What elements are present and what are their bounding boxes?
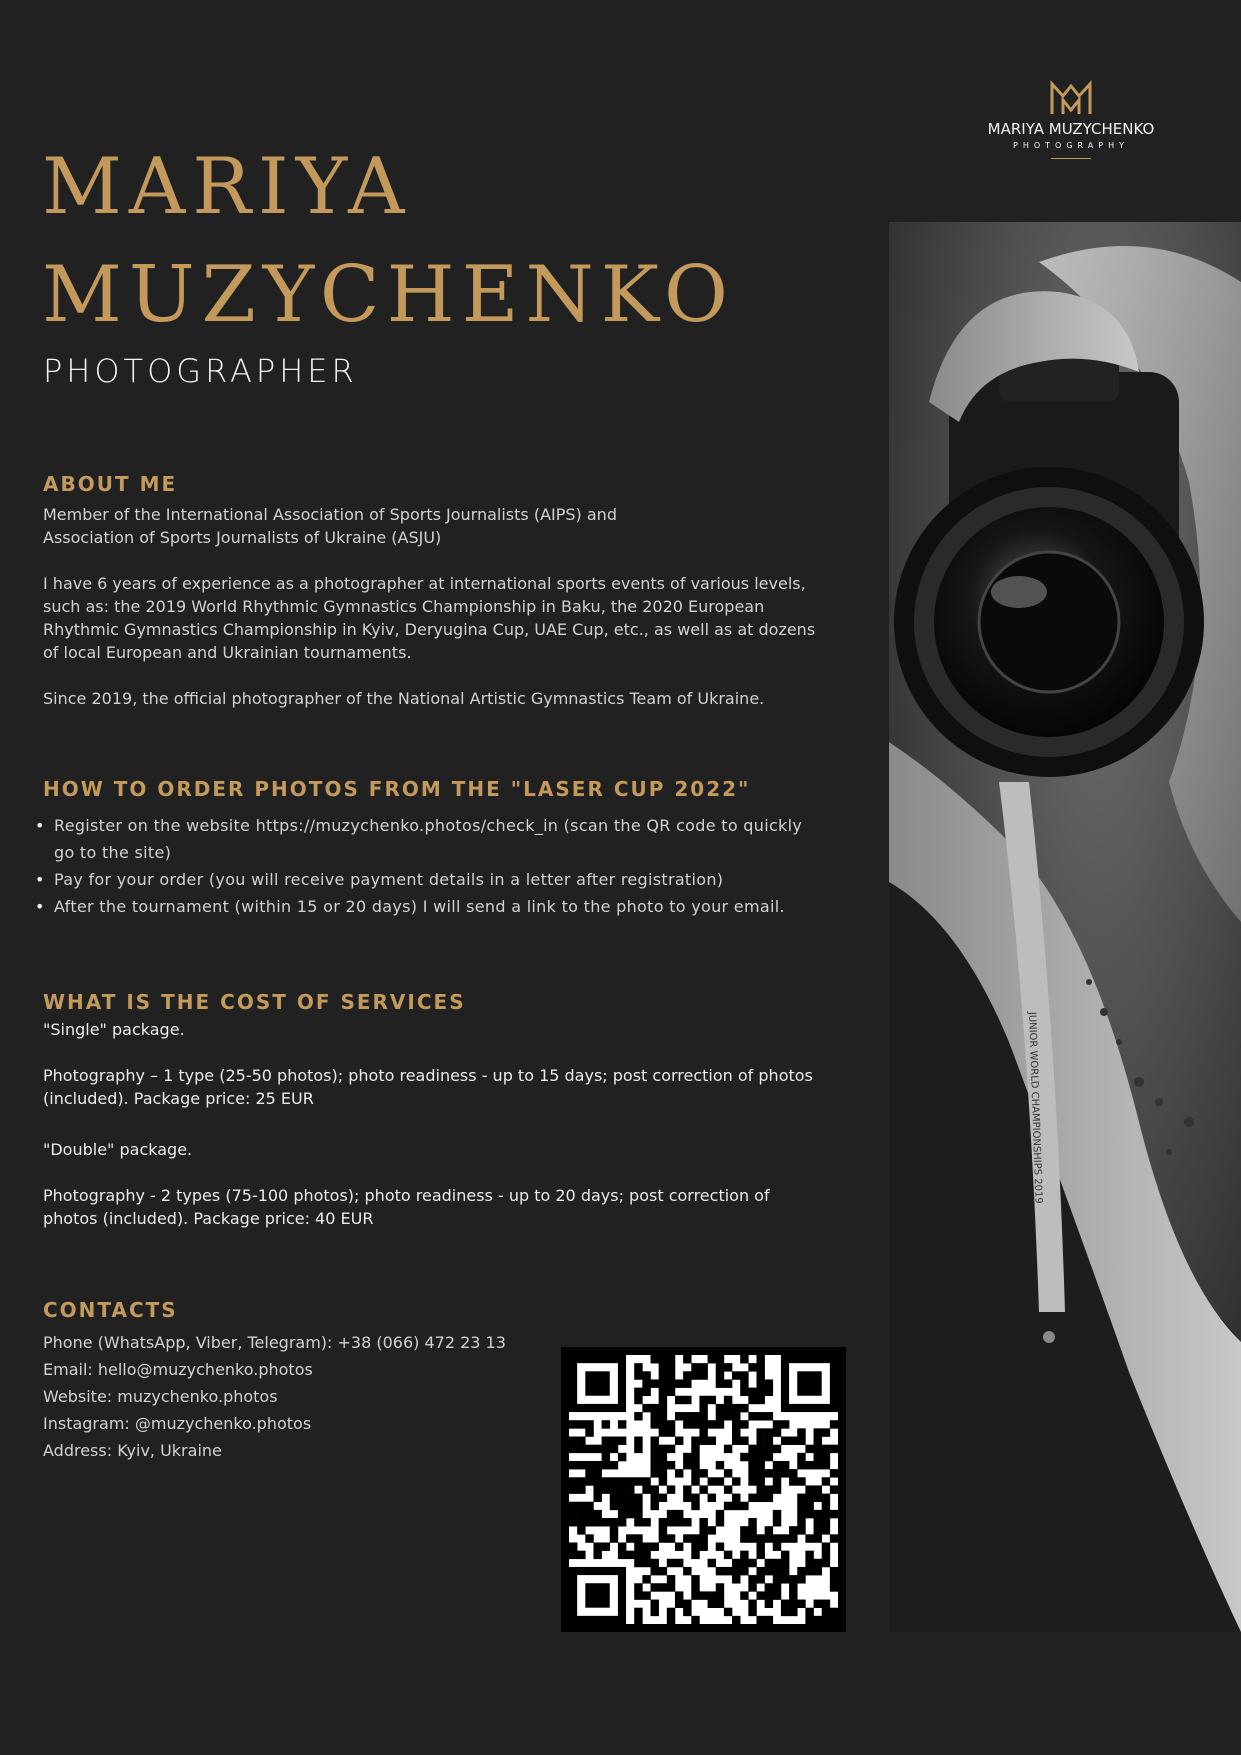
qr-code[interactable] (561, 1347, 846, 1632)
order-heading: HOW TO ORDER PHOTOS FROM THE "LASER CUP 2022" (43, 777, 751, 801)
order-steps-list (54, 812, 824, 920)
order-step-register: • Register on the website https://muzychenko.photos/check_in (scan the QR code to quickly go to the site) (54, 812, 824, 866)
lanyard-label: JUNIOR WORLD CHAMPIONSHIPS 2019 (1026, 1011, 1044, 1204)
single-package-description: Photography – 1 type (25-50 photos); photo readiness - up to 15 days; post correction of photos (included). Package price: 25 EUR (43, 1066, 813, 1108)
about-experience: I have 6 years of experience as a photographer at international sports events of various levels, such as: the 2019 World Rhythmic Gymnastics Championship in Baku, the 2020 European Rhythmic Gymnastics Championship in Kyiv, Deryugina Cup, UAE Cup, etc., as well as at dozens of local European and Ukrainian tournaments. (43, 574, 816, 662)
logo-name: MARIYA MUZYCHENKO (987, 120, 1155, 138)
photographer-portrait-photo (889, 222, 1241, 1632)
contact-website: Website: muzychenko.photos (43, 1387, 278, 1406)
double-package-title: "Double" package. (43, 1140, 193, 1159)
contact-email: Email: hello@muzychenko.photos (43, 1360, 313, 1379)
order-step-delivery: • After the tournament (within 15 or 20 days) I will send a link to the photo to your email. (54, 893, 824, 920)
double-package-description: Photography - 2 types (75-100 photos); photo readiness - up to 20 days; post correction of photos (included). Package price: 40 EUR (43, 1186, 770, 1228)
contacts-list (43, 1329, 506, 1464)
order-step-pay: • Pay for your order (you will receive payment details in a letter after registration) (54, 866, 824, 893)
contact-phone: Phone (WhatsApp, Viber, Telegram): +38 (066) 472 23 13 (43, 1333, 506, 1352)
about-official-role: Since 2019, the official photographer of the National Artistic Gymnastics Team of Ukraine. (43, 689, 765, 708)
about-membership: Member of the International Association of Sports Journalists (AIPS) and Association of Sports Journalists of Ukraine (ASJU) (43, 505, 617, 547)
page-subtitle: PHOTOGRAPHER (43, 352, 358, 390)
contacts-heading: CONTACTS (43, 1298, 178, 1322)
cost-heading: WHAT IS THE COST OF SERVICES (43, 990, 466, 1014)
logo-divider (1051, 158, 1091, 159)
contact-instagram: Instagram: @muzychenko.photos (43, 1414, 312, 1433)
contact-address: Address: Kyiv, Ukraine (43, 1441, 222, 1460)
qr-code-icon (561, 1347, 846, 1632)
mm-monogram-icon (1049, 80, 1093, 116)
logo-subtitle: PHOTOGRAPHY (1013, 141, 1129, 150)
page-title-first-name: MARIYA (42, 142, 412, 232)
photographer-with-camera-illustration (889, 222, 1241, 1632)
single-package-title: "Single" package. (43, 1020, 185, 1039)
page-title-last-name: MUZYCHENKO (42, 250, 735, 340)
brand-logo (981, 80, 1161, 159)
about-heading: ABOUT ME (43, 472, 178, 496)
